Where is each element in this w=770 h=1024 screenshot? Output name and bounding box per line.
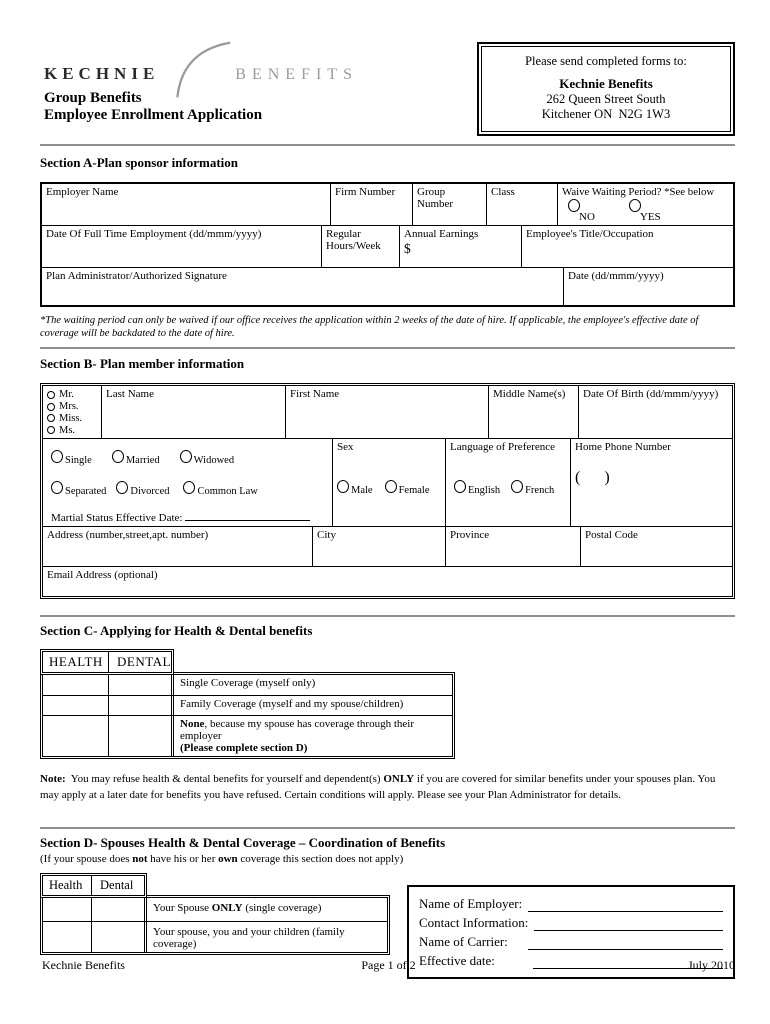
none-text: , because my spouse has coverage through their employer [180, 718, 414, 743]
marital-status-effective-date-blank[interactable] [185, 509, 310, 521]
waive-no-label: NO [579, 211, 595, 223]
french-radio[interactable] [511, 480, 523, 493]
d-sub-post: coverage this section does not apply) [237, 853, 404, 866]
section-a-row2 [42, 225, 733, 267]
waiting-period-footnote: *The waiting period can only be waived if our office receives the application within 2 weeks of the date of hire. If applicable, the employee's effective date of coverage will be backdated to the date of hire. [40, 315, 699, 340]
marital-status-group [43, 439, 332, 526]
section-a-row3 [42, 267, 733, 305]
section-a-row1 [42, 184, 733, 225]
annual-earnings-field[interactable] [399, 226, 521, 267]
section-c-header [40, 649, 174, 675]
marital-status-effective-date-label: Martial Status Effective Date: [51, 512, 183, 525]
spouse-only-post: (single coverage) [242, 902, 322, 915]
section-b-row4 [43, 566, 732, 596]
section-b-row2 [43, 438, 732, 526]
male-radio[interactable] [337, 480, 349, 493]
section-b-table [40, 383, 735, 599]
footer-company: Kechnie Benefits [42, 958, 125, 972]
health-column-header: HEALTH [49, 654, 103, 670]
d-sub-not-bold: not [132, 853, 148, 866]
health-spouse-family-checkbox-cell[interactable] [43, 922, 91, 952]
form-content [40, 0, 735, 979]
divider [40, 615, 735, 617]
divorced-label: Divorced [130, 486, 170, 498]
name-of-employer-blank[interactable] [528, 900, 723, 912]
contact-information-label: Contact Information: [419, 915, 529, 931]
name-of-carrier-label: Name of Carrier: [419, 934, 508, 950]
date-full-time-employment-label: Date Of Full Time Employment (dd/mmm/yyyy) [46, 228, 262, 240]
brand-block [40, 42, 358, 136]
plan-administrator-signature-field[interactable] [42, 268, 563, 305]
logo-word-kechnie: KECHNIE [44, 64, 160, 83]
middle-name-field[interactable] [488, 386, 578, 438]
spouse-only-row [43, 898, 387, 921]
page-footer [42, 958, 735, 973]
form-title-line1: Group Benefits [44, 90, 142, 106]
none-bold: None [180, 718, 205, 731]
spouse-only-bold: ONLY [211, 902, 243, 915]
logo-word-benefits: BENEFITS [235, 66, 358, 83]
dental-spouse-family-checkbox-cell[interactable] [91, 922, 144, 952]
signature-date-label: Date (dd/mmm/yyyy) [568, 270, 664, 282]
divider [40, 144, 735, 146]
spouse-family-row [43, 921, 387, 952]
employee-title-field[interactable] [521, 226, 733, 267]
postal-code-label: Postal Code [585, 529, 638, 542]
language-group [445, 439, 570, 526]
home-phone-field[interactable] [570, 439, 732, 526]
english-radio[interactable] [454, 480, 466, 493]
last-name-label: Last Name [106, 388, 154, 401]
annual-earnings-label: Annual Earnings [404, 228, 479, 240]
date-of-birth-field[interactable] [578, 386, 732, 438]
email-field[interactable] [43, 567, 732, 596]
note-bold: Note: [40, 773, 66, 786]
section-a-heading: Section A-Plan sponsor information [40, 155, 239, 170]
date-full-time-employment-field[interactable] [42, 226, 321, 267]
title-mrs-radio[interactable] [47, 403, 55, 411]
section-c-heading: Section C- Applying for Health & Dental benefits [40, 623, 313, 639]
class-field[interactable] [486, 184, 557, 225]
none-coverage-row [43, 715, 452, 756]
dental-single-checkbox-cell[interactable] [108, 675, 171, 695]
address-field[interactable] [43, 527, 312, 566]
title-miss-label: Miss. [59, 412, 83, 424]
waive-waiting-period-field [557, 184, 733, 225]
contact-information-blank[interactable] [534, 919, 723, 931]
send-address-street: 262 Queen Street South [546, 92, 666, 106]
group-number-field[interactable] [412, 184, 486, 225]
section-d-table [40, 873, 390, 955]
effective-date-label: Effective date: [419, 953, 495, 969]
form-header [40, 42, 735, 136]
health-spouse-only-checkbox-cell[interactable] [43, 898, 91, 921]
common-law-label: Common Law [197, 486, 258, 498]
family-coverage-label: Family Coverage (myself and my spouse/children) [171, 696, 452, 715]
title-ms-radio[interactable] [47, 426, 55, 434]
sex-group [332, 439, 445, 526]
name-of-carrier-blank[interactable] [528, 938, 723, 950]
name-of-employer-label: Name of Employer: [419, 896, 523, 912]
section-d-header [40, 873, 147, 898]
divorced-radio[interactable] [116, 481, 128, 494]
footer-date: July 2010 [687, 958, 735, 972]
regular-hours-field[interactable] [321, 226, 399, 267]
first-name-field[interactable] [285, 386, 488, 438]
common-law-radio[interactable] [183, 481, 195, 494]
divider [40, 827, 735, 829]
note-text-1: You may refuse health & dental benefits for yourself and dependent(s) [65, 773, 384, 786]
none-coverage-label [171, 716, 452, 756]
section-b-heading: Section B- Plan member information [40, 356, 245, 372]
health-family-checkbox-cell[interactable] [43, 696, 108, 715]
refusal-note [40, 772, 735, 804]
widowed-radio[interactable] [180, 450, 192, 463]
english-label: English [468, 485, 501, 497]
section-c-body [40, 672, 455, 759]
title-ms-label: Ms. [59, 424, 76, 436]
title-miss-radio[interactable] [47, 414, 55, 422]
language-label: Language of Preference [450, 441, 556, 454]
spouse-only-label [144, 898, 387, 921]
dental-family-checkbox-cell[interactable] [108, 696, 171, 715]
city-label: City [317, 529, 336, 542]
dental-none-checkbox-cell[interactable] [108, 716, 171, 756]
single-radio[interactable] [51, 450, 63, 463]
last-name-field[interactable] [101, 386, 285, 438]
widowed-label: Widowed [193, 455, 235, 467]
section-d-heading: Section D- Spouses Health & Dental Coverage – Coordination of Benefits [40, 835, 446, 851]
kechnie-benefits-logo [44, 42, 358, 84]
email-label: Email Address (optional) [47, 569, 158, 582]
section-c-table [40, 649, 735, 759]
title-mr-radio[interactable] [47, 391, 55, 399]
section-b-row1 [43, 386, 732, 438]
d-sub-mid: have his or her [147, 853, 219, 866]
address-label: Address (number,street,apt. number) [47, 529, 209, 542]
divider [40, 347, 735, 349]
none-note-bold: (Please complete section D) [180, 742, 308, 755]
male-label: Male [351, 485, 373, 497]
health-none-checkbox-cell[interactable] [43, 716, 108, 756]
title-radio-group [43, 386, 101, 438]
married-radio[interactable] [112, 450, 124, 463]
send-address-city: Kitchener ON N2G 1W3 [541, 107, 671, 121]
send-company-name: Kechnie Benefits [559, 76, 653, 91]
section-d-subtitle [40, 853, 735, 865]
title-mr-label: Mr. [59, 389, 74, 401]
employer-name-line [419, 896, 723, 912]
dental-column-header: DENTAL [108, 652, 171, 672]
regular-hours-label: Regular Hours/Week [326, 228, 381, 252]
married-label: Married [125, 455, 160, 467]
spouse-family-label: Your spouse, you and your children (family coverage) [144, 922, 387, 952]
plan-administrator-signature-label: Plan Administrator/Authorized Signature [46, 270, 227, 282]
section-a-table [40, 182, 735, 307]
postal-code-field[interactable] [580, 527, 732, 566]
province-field[interactable] [445, 527, 580, 566]
employer-name-field[interactable] [42, 184, 330, 225]
section-d-body [40, 895, 390, 955]
send-instruction: Please send completed forms to: [525, 54, 687, 68]
d-sub-pre: (If your spouse does [40, 853, 133, 866]
health-column-header-d: Health [49, 878, 83, 893]
french-label: French [525, 485, 555, 497]
note-only-bold: ONLY [383, 773, 415, 786]
firm-number-field[interactable] [330, 184, 412, 225]
group-number-label: Group Number [417, 186, 454, 210]
waive-yes-label: YES [639, 211, 661, 223]
dental-column-header-d: Dental [91, 876, 144, 895]
middle-name-label: Middle Name(s) [493, 388, 566, 401]
single-coverage-label: Single Coverage (myself only) [171, 675, 452, 695]
employer-name-label: Employer Name [46, 186, 119, 198]
d-sub-own-bold: own [218, 853, 238, 866]
dollar-sign: $ [404, 241, 411, 256]
date-of-birth-label: Date Of Birth (dd/mmm/yyyy) [583, 388, 719, 401]
home-phone-label: Home Phone Number [575, 441, 671, 454]
female-radio[interactable] [385, 480, 397, 493]
province-label: Province [450, 529, 490, 542]
female-label: Female [398, 485, 430, 497]
family-coverage-row [43, 695, 452, 715]
sex-label: Sex [337, 441, 354, 454]
spouse-only-pre: Your Spouse [153, 902, 212, 915]
firm-number-label: Firm Number [335, 186, 396, 198]
class-label: Class [491, 186, 515, 198]
single-label: Single [65, 455, 92, 467]
health-single-checkbox-cell[interactable] [43, 675, 108, 695]
title-mrs-label: Mrs. [59, 401, 79, 412]
signature-date-field[interactable] [563, 268, 733, 305]
separated-radio[interactable] [51, 481, 63, 494]
dental-spouse-only-checkbox-cell[interactable] [91, 898, 144, 921]
send-box-inner [481, 46, 731, 132]
name-of-carrier-line [419, 934, 723, 950]
footer-page-number: Page 1 of 2 [361, 958, 416, 972]
form-title-line2: Employee Enrollment Application [44, 107, 263, 124]
employee-title-label: Employee's Title/Occupation [526, 228, 654, 240]
city-field[interactable] [312, 527, 445, 566]
contact-information-line [419, 915, 723, 931]
section-b-row3 [43, 526, 732, 566]
note-text-2: if you are covered for similar benefits under your spouses plan. You may apply at a later date for benefits you have refused. Certain conditions will apply. Please see your Plan Administrator for details. [40, 773, 716, 802]
first-name-label: First Name [290, 388, 340, 401]
send-completed-forms-box [477, 42, 735, 136]
single-coverage-row [43, 675, 452, 695]
logo-swoosh-icon [167, 40, 233, 100]
waive-waiting-period-label: Waive Waiting Period? *See below [562, 186, 715, 198]
separated-label: Separated [65, 486, 107, 498]
phone-parentheses: ( ) [575, 469, 610, 487]
